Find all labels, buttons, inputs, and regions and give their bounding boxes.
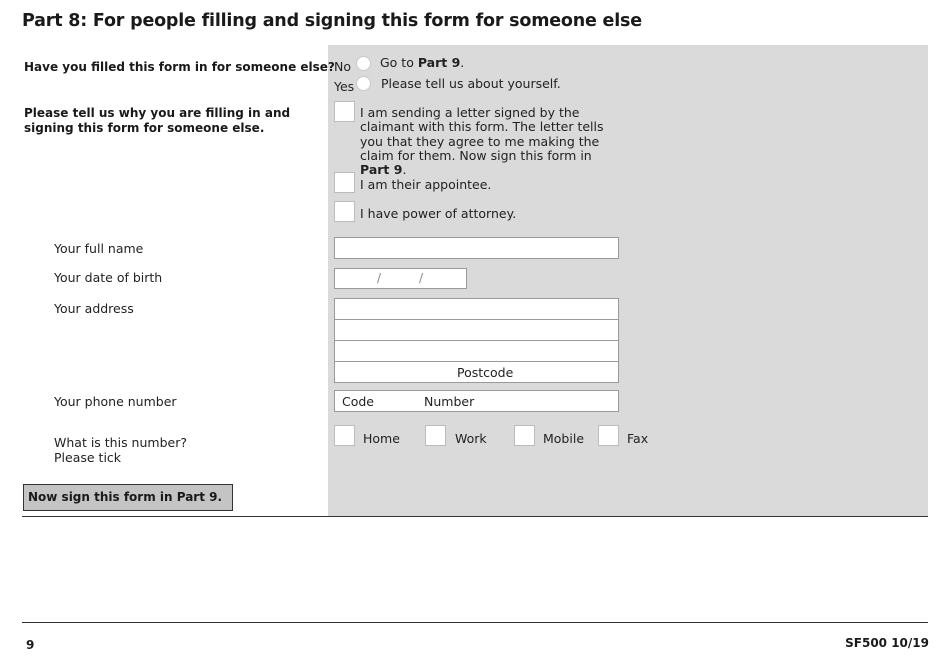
dob-separator-2: / bbox=[419, 271, 424, 285]
address-line-1-input[interactable] bbox=[334, 298, 619, 320]
section-divider bbox=[22, 516, 928, 517]
phone-number-label: Number bbox=[424, 394, 475, 409]
power-of-attorney-checkbox[interactable] bbox=[334, 201, 355, 222]
fax-label: Fax bbox=[627, 431, 649, 446]
number-type-instruction: Please tick bbox=[54, 450, 122, 465]
dob-label: Your date of birth bbox=[54, 270, 163, 285]
fax-checkbox[interactable] bbox=[598, 425, 619, 446]
no-label: No bbox=[334, 59, 351, 74]
home-label: Home bbox=[363, 431, 400, 446]
yes-radio[interactable] bbox=[356, 76, 371, 91]
appointee-option-text: I am their appointee. bbox=[360, 177, 492, 192]
phone-input[interactable] bbox=[334, 390, 619, 412]
mobile-checkbox[interactable] bbox=[514, 425, 535, 446]
power-of-attorney-option-text: I have power of attorney. bbox=[360, 206, 517, 221]
no-radio[interactable] bbox=[356, 56, 371, 71]
address-label: Your address bbox=[54, 301, 134, 316]
work-label: Work bbox=[455, 431, 487, 446]
question-filled-for-someone-else: Have you filled this form in for someone else? bbox=[24, 60, 335, 74]
address-line-3-input[interactable] bbox=[334, 340, 619, 362]
address-line-2-input[interactable] bbox=[334, 319, 619, 341]
number-type-question: What is this number? bbox=[54, 435, 187, 450]
question-why-filling: Please tell us why you are filling in and signing this form for someone else. bbox=[24, 106, 291, 135]
page-number: 9 bbox=[26, 638, 35, 652]
full-name-input[interactable] bbox=[334, 237, 619, 259]
work-checkbox[interactable] bbox=[425, 425, 446, 446]
letter-signed-checkbox[interactable] bbox=[334, 101, 355, 122]
page-title: Part 8: For people filling and signing this form for someone else bbox=[22, 11, 642, 31]
no-goto-instruction: Go to Part 9. bbox=[380, 55, 465, 70]
postcode-input[interactable] bbox=[334, 361, 619, 383]
full-name-label: Your full name bbox=[54, 241, 144, 256]
dob-separator-1: / bbox=[377, 271, 382, 285]
yes-instruction: Please tell us about yourself. bbox=[381, 76, 561, 91]
footer-divider bbox=[22, 622, 928, 623]
postcode-label: Postcode bbox=[457, 365, 514, 380]
sign-notice: Now sign this form in Part 9. bbox=[23, 484, 233, 511]
phone-code-label: Code bbox=[342, 394, 375, 409]
form-code: SF500 10/19 bbox=[845, 636, 929, 650]
dob-input[interactable] bbox=[334, 268, 467, 289]
letter-signed-option-text: I am sending a letter signed by the claimant with this form. The letter tells you that they agree to me making the claim for them. Now sign this form in Part 9. bbox=[360, 105, 604, 178]
yes-label: Yes bbox=[334, 79, 355, 94]
home-checkbox[interactable] bbox=[334, 425, 355, 446]
phone-label: Your phone number bbox=[54, 394, 177, 409]
appointee-checkbox[interactable] bbox=[334, 172, 355, 193]
mobile-label: Mobile bbox=[543, 431, 585, 446]
